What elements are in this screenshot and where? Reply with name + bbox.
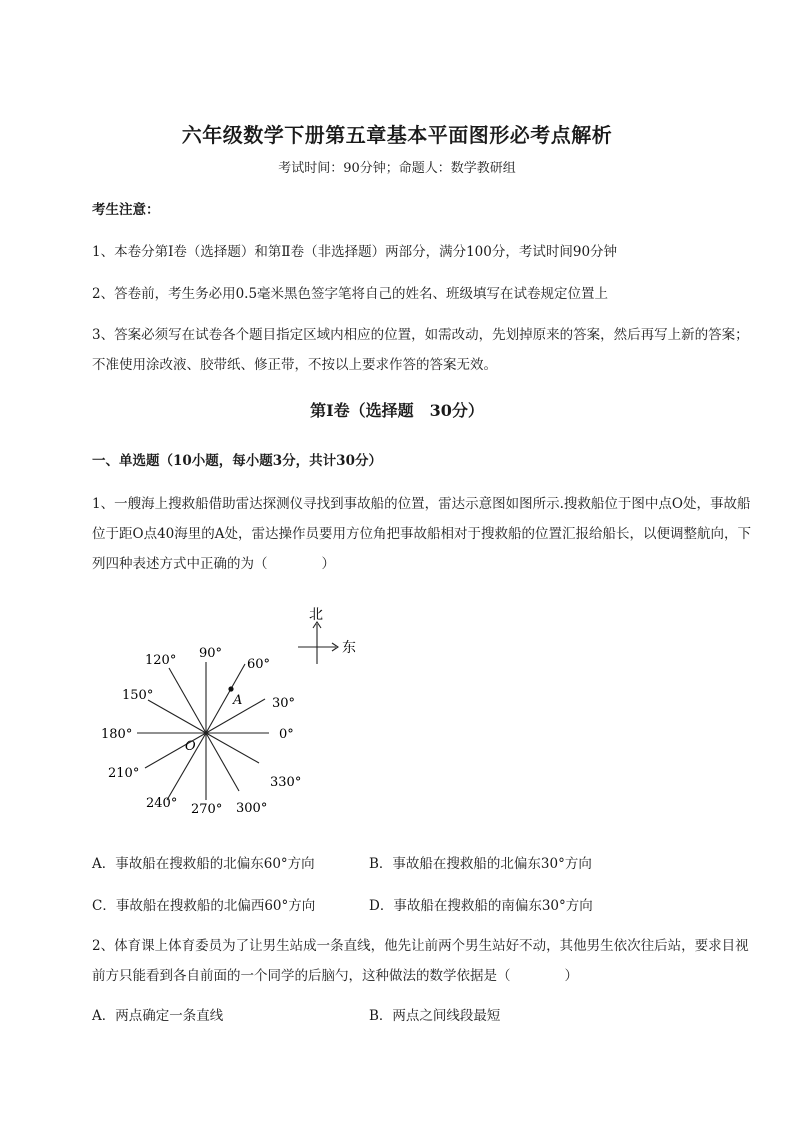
notice-heading: 考生注意：	[92, 202, 160, 218]
q1-option-a[interactable]: A．事故船在搜救船的北偏东60°方向	[92, 856, 315, 872]
notice-item-1: 1、本卷分第I卷（选择题）和第Ⅱ卷（非选择题）两部分，满分100分，考试时间90分钟	[92, 244, 618, 260]
label-150: 150°	[122, 688, 154, 703]
label-180: 180°	[101, 727, 133, 742]
question-1-stem: 1、一艘海上搜救船借助雷达探测仪寻找到事故船的位置，雷达示意图如图所示.搜救船位于图中点O处，事故船位于距O点40海里的A处，雷达操作员要用方位角把事故船相对于搜救船的位置汇报给船长，以便调整航向，下列四种表述方式中正确的为（ ）	[92, 496, 751, 572]
compass-east-label: 东	[342, 640, 356, 656]
notice-item-2: 2、答卷前，考生务必用0.5毫米黑色签字笔将自己的姓名、班级填写在试卷规定位置上	[92, 286, 609, 302]
q2-option-b[interactable]: B．两点之间线段最短	[369, 1008, 501, 1024]
label-30: 30°	[272, 696, 296, 711]
label-60: 60°	[247, 657, 271, 672]
ray-120	[169, 668, 206, 733]
label-330: 330°	[270, 775, 302, 790]
ray-300	[206, 733, 239, 791]
label-120: 120°	[145, 653, 177, 668]
exam-info: 考试时间：90分钟；命题人：数学教研组	[278, 161, 516, 176]
q1-option-c[interactable]: C．事故船在搜救船的北偏西60°方向	[92, 898, 316, 914]
point-a-dot	[228, 686, 233, 691]
question-2-stem: 2、体育课上体育委员为了让男生站成一条直线，他先让前两个男生站好不动，其他男生依次往后站，要求目视前方只能看到各自前面的一个同学的后脑勺，这种做法的数学依据是（ ）	[92, 938, 749, 984]
ray-210	[145, 733, 206, 768]
q2-option-a[interactable]: A．两点确定一条直线	[92, 1008, 224, 1024]
ray-150	[148, 700, 206, 733]
notice-item-3: 3、答案必须写在试卷各个题目指定区域内相应的位置，如需改动，先划掉原来的答案，然后再写上新的答案；不准使用涂改液、胶带纸、修正带，不按以上要求作答的答案无效。	[92, 327, 749, 373]
radar-diagram	[95, 600, 375, 825]
compass-north-label: 北	[309, 607, 323, 623]
point-a-label: A	[233, 693, 243, 708]
label-300: 300°	[236, 801, 268, 816]
label-210: 210°	[108, 766, 140, 781]
label-90: 90°	[199, 646, 223, 661]
section-subtitle: 一、单选题（10小题，每小题3分，共计30分）	[92, 453, 382, 469]
q1-option-d[interactable]: D．事故船在搜救船的南偏东30°方向	[369, 898, 593, 914]
label-270: 270°	[191, 802, 223, 817]
label-0: 0°	[279, 727, 294, 742]
label-240: 240°	[146, 796, 178, 811]
point-o-label: O	[185, 739, 196, 754]
compass	[298, 622, 338, 664]
q1-option-b[interactable]: B．事故船在搜救船的北偏东30°方向	[369, 856, 592, 872]
section-title: 第I卷（选择题 30分）	[310, 401, 484, 420]
page-title: 六年级数学下册第五章基本平面图形必考点解析	[181, 123, 613, 147]
